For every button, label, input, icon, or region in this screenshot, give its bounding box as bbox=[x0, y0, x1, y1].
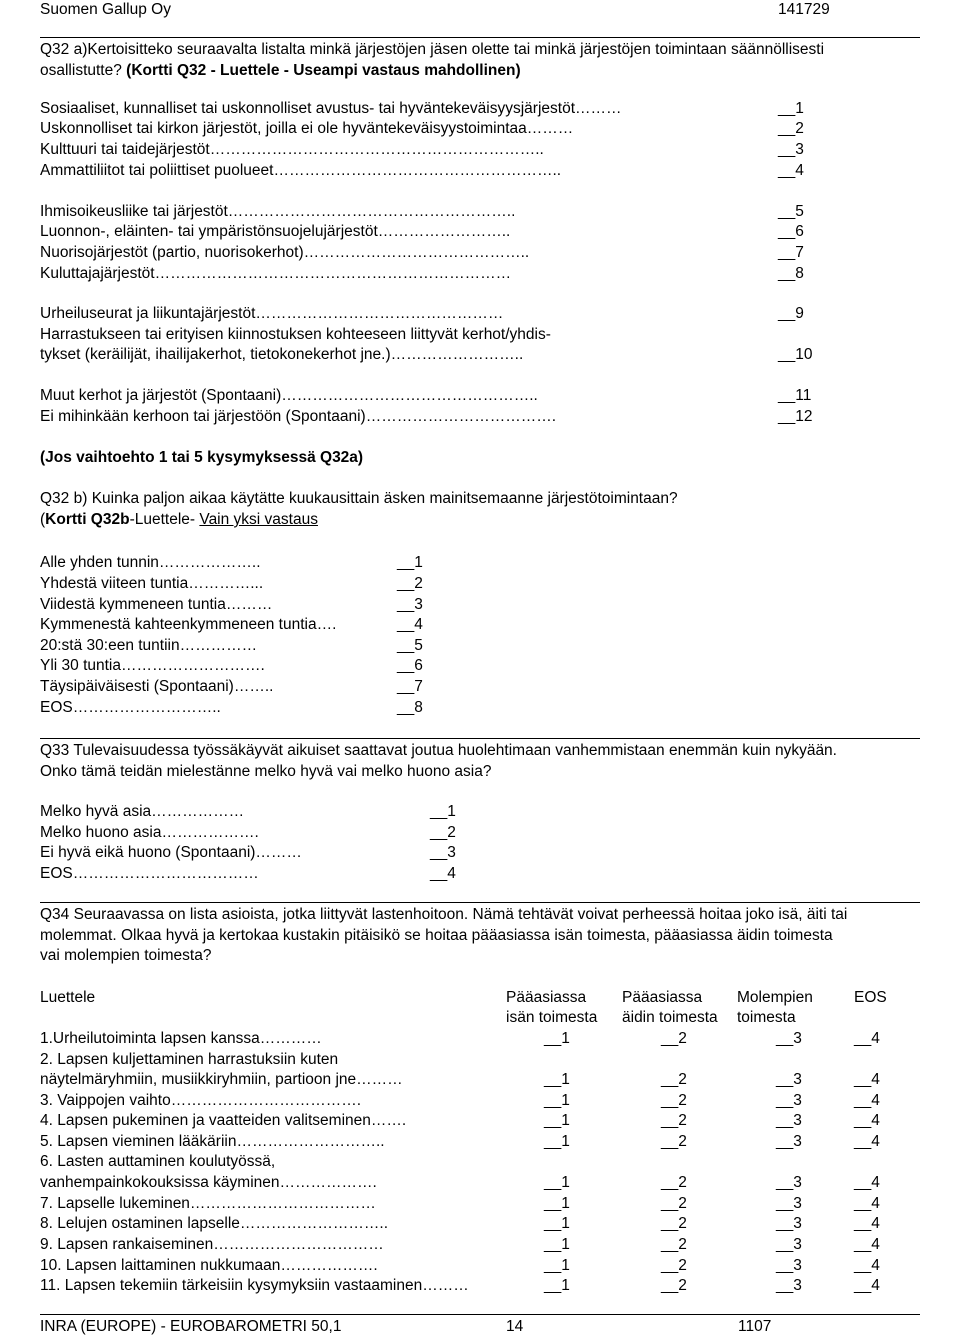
section-rule bbox=[40, 738, 920, 739]
q34-code-dk: __4 bbox=[854, 1195, 880, 1212]
q32a-option-code: __1 bbox=[778, 100, 804, 117]
q32a-option-label: Kulttuuri tai taidejärjestöt……………………………………………………….. bbox=[40, 141, 544, 158]
q32b-option-label: Kymmenestä kahteenkymmeneen tuntia…. bbox=[40, 616, 337, 633]
q32a-option-label: Harrastukseen tai erityisen kiinnostuksen kohteeseen liittyvät kerhot/yhdis- bbox=[40, 326, 551, 343]
q34-header-father: Pääasiassa bbox=[506, 989, 587, 1006]
q32a-option-code: __4 bbox=[778, 162, 804, 179]
q32a-option-label: Ammattiliitot tai poliittiset puolueet……………………………………………….. bbox=[40, 162, 562, 179]
q34-code-father: __1 bbox=[544, 1195, 570, 1212]
q34-row-label: vanhempainkokouksissa käyminen………………. bbox=[40, 1174, 377, 1191]
q32b-option-code: __6 bbox=[397, 657, 423, 674]
q33-option-label: Ei hyvä eikä huono (Spontaani)……… bbox=[40, 844, 302, 861]
q34-code-father: __1 bbox=[544, 1257, 570, 1274]
q34-code-mother: __2 bbox=[661, 1071, 687, 1088]
q32b-question: Q32 b) Kuinka paljon aikaa käytätte kuukausittain äsken mainitsemaanne järjestötoimintaan? bbox=[40, 490, 678, 507]
q34-header-mother: Pääasiassa bbox=[622, 989, 703, 1006]
q34-code-mother: __2 bbox=[661, 1195, 687, 1212]
q32a-option-label: Sosiaaliset, kunnalliset tai uskonnolliset avustus- tai hyväntekeväisyysjärjestöt……… bbox=[40, 100, 622, 117]
q34-header-dk: EOS bbox=[854, 989, 887, 1006]
q34-code-mother: __2 bbox=[661, 1092, 687, 1109]
q33-option-label: Melko huono asia………………. bbox=[40, 824, 259, 841]
q34-code-dk: __4 bbox=[854, 1112, 880, 1129]
q34-code-both: __3 bbox=[776, 1195, 802, 1212]
q34-code-father: __1 bbox=[544, 1071, 570, 1088]
q34-question-line3: vai molempien toimesta? bbox=[40, 947, 212, 964]
q34-row-label: 7. Lapselle lukeminen……………………………… bbox=[40, 1195, 376, 1212]
q34-code-dk: __4 bbox=[854, 1174, 880, 1191]
q34-code-mother: __2 bbox=[661, 1133, 687, 1150]
q32a-option-code: __7 bbox=[778, 244, 804, 261]
q32a-option-code: __6 bbox=[778, 223, 804, 240]
q34-row-label: 5. Lapsen vieminen lääkäriin……………………….. bbox=[40, 1133, 385, 1150]
footer-survey: INRA (EUROPE) - EUROBAROMETRI 50,1 bbox=[40, 1318, 342, 1335]
q34-code-father: __1 bbox=[544, 1092, 570, 1109]
q34-code-dk: __4 bbox=[854, 1277, 880, 1294]
q32a-option-label: Muut kerhot ja järjestöt (Spontaani)………………………………………….. bbox=[40, 387, 538, 404]
q32a-option-code: __5 bbox=[778, 203, 804, 220]
q32a-question-line2 bbox=[40, 61, 521, 81]
q32a-question-line1: Q32 a)Kertoisitteko seuraavalta listalta minkä järjestöjen jäsen olette tai minkä järjestöjen toimintaan säännöllisesti bbox=[40, 41, 825, 58]
q32b-option-code: __1 bbox=[397, 554, 423, 571]
q34-code-father: __1 bbox=[544, 1112, 570, 1129]
q34-question-line1: Q34 Seuraavassa on lista asioista, jotka liittyvät lastenhoitoon. Nämä tehtävät voivat perheessä hoitaa joko isä, äiti tai bbox=[40, 906, 848, 923]
q32b-filter-note: (Jos vaihtoehto 1 tai 5 kysymyksessä Q32a) bbox=[40, 449, 364, 466]
q32b-option-label: Alle yhden tunnin……………….. bbox=[40, 554, 261, 571]
footer-code: 1107 bbox=[738, 1318, 772, 1335]
q32a-option-code: __8 bbox=[778, 265, 804, 282]
q34-code-both: __3 bbox=[776, 1112, 802, 1129]
q34-code-dk: __4 bbox=[854, 1133, 880, 1150]
q34-row-label: 3. Vaippojen vaihto………………………………. bbox=[40, 1092, 362, 1109]
q34-row-label-pre: 6. Lasten auttaminen koulutyössä, bbox=[40, 1153, 276, 1170]
q34-header-mother-l2: äidin toimesta bbox=[622, 1009, 718, 1026]
q34-row-label: 1.Urheilutoiminta lapsen kanssa………… bbox=[40, 1030, 322, 1047]
q34-code-father: __1 bbox=[544, 1215, 570, 1232]
q32a-option-code: __2 bbox=[778, 120, 804, 137]
q34-header-both-l2: toimesta bbox=[737, 1009, 796, 1026]
q32b-option-code: __5 bbox=[397, 637, 423, 654]
q32a-instruction: (Kortti Q32 - Luettele - Useampi vastaus mahdollinen) bbox=[126, 62, 521, 79]
q34-code-dk: __4 bbox=[854, 1215, 880, 1232]
q33-question-line2: Onko tämä teidän mielestänne melko hyvä vai melko huono asia? bbox=[40, 763, 492, 780]
q32b-option-label: Täysipäiväisesti (Spontaani)…….. bbox=[40, 678, 274, 695]
q34-code-both: __3 bbox=[776, 1277, 802, 1294]
q34-code-father: __1 bbox=[544, 1030, 570, 1047]
q34-code-both: __3 bbox=[776, 1257, 802, 1274]
q32b-option-code: __7 bbox=[397, 678, 423, 695]
q32b-instruction-paren: ( bbox=[40, 511, 46, 528]
q34-code-dk: __4 bbox=[854, 1257, 880, 1274]
q34-code-mother: __2 bbox=[661, 1030, 687, 1047]
q33-option-code: __2 bbox=[430, 824, 456, 841]
q34-row-label: 10. Lapsen laittaminen nukkumaan………………. bbox=[40, 1257, 378, 1274]
q32a-option-code: __11 bbox=[778, 387, 812, 404]
q34-code-both: __3 bbox=[776, 1133, 802, 1150]
q34-code-father: __1 bbox=[544, 1133, 570, 1150]
q32b-option-label: 20:stä 30:een tuntiin…………… bbox=[40, 637, 258, 654]
q32a-option-label: Kuluttajajärjestöt…………………………………………………………… bbox=[40, 265, 512, 282]
q32b-option-label: Yli 30 tuntia………………………. bbox=[40, 657, 265, 674]
q33-option-label: Melko hyvä asia……………… bbox=[40, 803, 245, 820]
q32a-option-label: Nuorisojärjestöt (partio, nuorisokerhot)…………………………………….. bbox=[40, 244, 530, 261]
q32a-option-label: tykset (keräilijät, ihailijakerhot, tietokonekerhot jne.)…………………….. bbox=[40, 346, 524, 363]
q32a-option-code: __9 bbox=[778, 305, 804, 322]
q32b-option-code: __4 bbox=[397, 616, 423, 633]
q32b-instruction-mid: -Luettele- bbox=[129, 511, 200, 528]
q34-row-label-pre: 2. Lapsen kuljettaminen harrastuksiin kuten bbox=[40, 1051, 339, 1068]
q34-code-both: __3 bbox=[776, 1071, 802, 1088]
q32a-option-label: Uskonnolliset tai kirkon järjestöt, joilla ei ole hyväntekeväisyystoimintaa……… bbox=[40, 120, 574, 137]
q34-code-mother: __2 bbox=[661, 1277, 687, 1294]
q34-row-label: näytelmäryhmiin, musiikkiryhmiin, partioon jne……… bbox=[40, 1071, 403, 1088]
q33-option-code: __1 bbox=[430, 803, 456, 820]
q34-header-both: Molempien bbox=[737, 989, 813, 1006]
q34-code-both: __3 bbox=[776, 1174, 802, 1191]
q32b-option-code: __2 bbox=[397, 575, 423, 592]
q32a-question-end: osallistutte? bbox=[40, 62, 122, 79]
q32a-option-label: Ei mihinkään kerhoon tai järjestöön (Spontaani)………………………………. bbox=[40, 408, 556, 425]
q32b-option-label: Yhdestä viiteen tuntia…………... bbox=[40, 575, 264, 592]
q34-header-father-l2: isän toimesta bbox=[506, 1009, 598, 1026]
q34-code-dk: __4 bbox=[854, 1071, 880, 1088]
q34-code-both: __3 bbox=[776, 1215, 802, 1232]
q34-header-list: Luettele bbox=[40, 989, 96, 1006]
header-rule bbox=[40, 37, 920, 38]
q33-option-label: EOS……………………………… bbox=[40, 865, 259, 882]
q32b-option-label: EOS……………………….. bbox=[40, 699, 221, 716]
q32a-option-label: Urheiluseurat ja liikuntajärjestöt………………………………………… bbox=[40, 305, 504, 322]
q34-code-both: __3 bbox=[776, 1236, 802, 1253]
q32a-option-code: __12 bbox=[778, 408, 813, 425]
q34-row-label: 4. Lapsen pukeminen ja vaatteiden valitseminen……. bbox=[40, 1112, 407, 1129]
q33-question-line1: Q33 Tulevaisuudessa työssäkäyvät aikuiset saattavat joutua huolehtimaan vanhemmistaan enemmän kuin nykyään. bbox=[40, 742, 837, 759]
q32a-option-code: __3 bbox=[778, 141, 804, 158]
footer-rule bbox=[40, 1314, 920, 1315]
q32a-option-code: __10 bbox=[778, 346, 813, 363]
q34-code-both: __3 bbox=[776, 1030, 802, 1047]
q34-code-mother: __2 bbox=[661, 1215, 687, 1232]
footer-page-number: 14 bbox=[506, 1318, 524, 1335]
q32a-option-label: Luonnon-, eläinten- tai ympäristönsuojelujärjestöt…………………….. bbox=[40, 223, 511, 240]
section-rule bbox=[40, 902, 920, 903]
q34-row-label: 11. Lapsen tekemiin tärkeisiin kysymyksiin vastaaminen……… bbox=[40, 1277, 469, 1294]
header-code: 141729 bbox=[778, 1, 830, 18]
q34-code-both: __3 bbox=[776, 1092, 802, 1109]
header-company: Suomen Gallup Oy bbox=[40, 1, 171, 18]
q33-option-code: __4 bbox=[430, 865, 456, 882]
q34-row-label: 8. Lelujen ostaminen lapselle……………………….. bbox=[40, 1215, 389, 1232]
q34-code-father: __1 bbox=[544, 1236, 570, 1253]
q34-code-dk: __4 bbox=[854, 1030, 880, 1047]
q34-code-mother: __2 bbox=[661, 1112, 687, 1129]
q32a-option-label: Ihmisoikeusliike tai järjestöt……………………………………………….. bbox=[40, 203, 516, 220]
q33-option-code: __3 bbox=[430, 844, 456, 861]
q32b-option-code: __8 bbox=[397, 699, 423, 716]
q34-code-mother: __2 bbox=[661, 1174, 687, 1191]
q34-code-father: __1 bbox=[544, 1277, 570, 1294]
q32b-option-label: Viidestä kymmeneen tuntia……… bbox=[40, 596, 273, 613]
q32b-instruction-single: Vain yksi vastaus bbox=[199, 511, 318, 528]
q32b-option-code: __3 bbox=[397, 596, 423, 613]
q32b-instruction bbox=[40, 510, 318, 530]
q34-question-line2: molemmat. Olkaa hyvä ja kertokaa kustakin pitäisikö se hoitaa pääasiassa isän toimesta, pääasiassa äidin toimesta bbox=[40, 927, 833, 944]
q34-code-mother: __2 bbox=[661, 1257, 687, 1274]
q34-code-dk: __4 bbox=[854, 1236, 880, 1253]
q34-code-dk: __4 bbox=[854, 1092, 880, 1109]
q34-row-label: 9. Lapsen rankaiseminen…………………………… bbox=[40, 1236, 384, 1253]
q34-code-father: __1 bbox=[544, 1174, 570, 1191]
q34-code-mother: __2 bbox=[661, 1236, 687, 1253]
q32b-instruction-card: Kortti Q32b bbox=[45, 511, 130, 528]
